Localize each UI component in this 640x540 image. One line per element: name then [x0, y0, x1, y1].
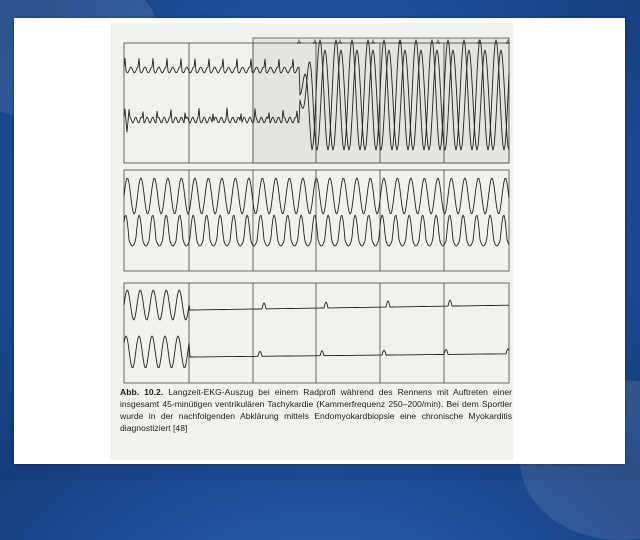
figure-caption: [120, 386, 512, 434]
beat-marker: A: [313, 40, 318, 46]
beat-marker: A: [477, 40, 482, 46]
ecg-strip-2-lead-1: [124, 178, 509, 214]
beat-marker: A: [398, 40, 403, 46]
ecg-strip-3-lead-1: [124, 290, 509, 320]
beat-marker: A: [506, 40, 511, 46]
ecg-strip-2-lead-2: [124, 215, 509, 246]
beat-marker: A: [371, 40, 376, 46]
beat-marker: A: [436, 40, 441, 46]
figure-label: Abb. 10.2.: [120, 387, 164, 397]
figure-caption-text: Langzeit-EKG-Auszug bei einem Radprofi während des Rennens mit Auftreten einer insgesamt 45-minütigen ventrikulären Tachykardie (Kammerfrequenz 250–200/min). Bei dem Sportler wurde in der nachfolgenden Abklärung mittels Endomyokardbiopsie eine chronische Myokarditis diagnostiziert [48]: [120, 387, 513, 433]
ecg-strip-3-lead-2: [124, 336, 509, 368]
beat-marker: A: [297, 40, 302, 46]
beat-marker: A: [338, 40, 343, 46]
